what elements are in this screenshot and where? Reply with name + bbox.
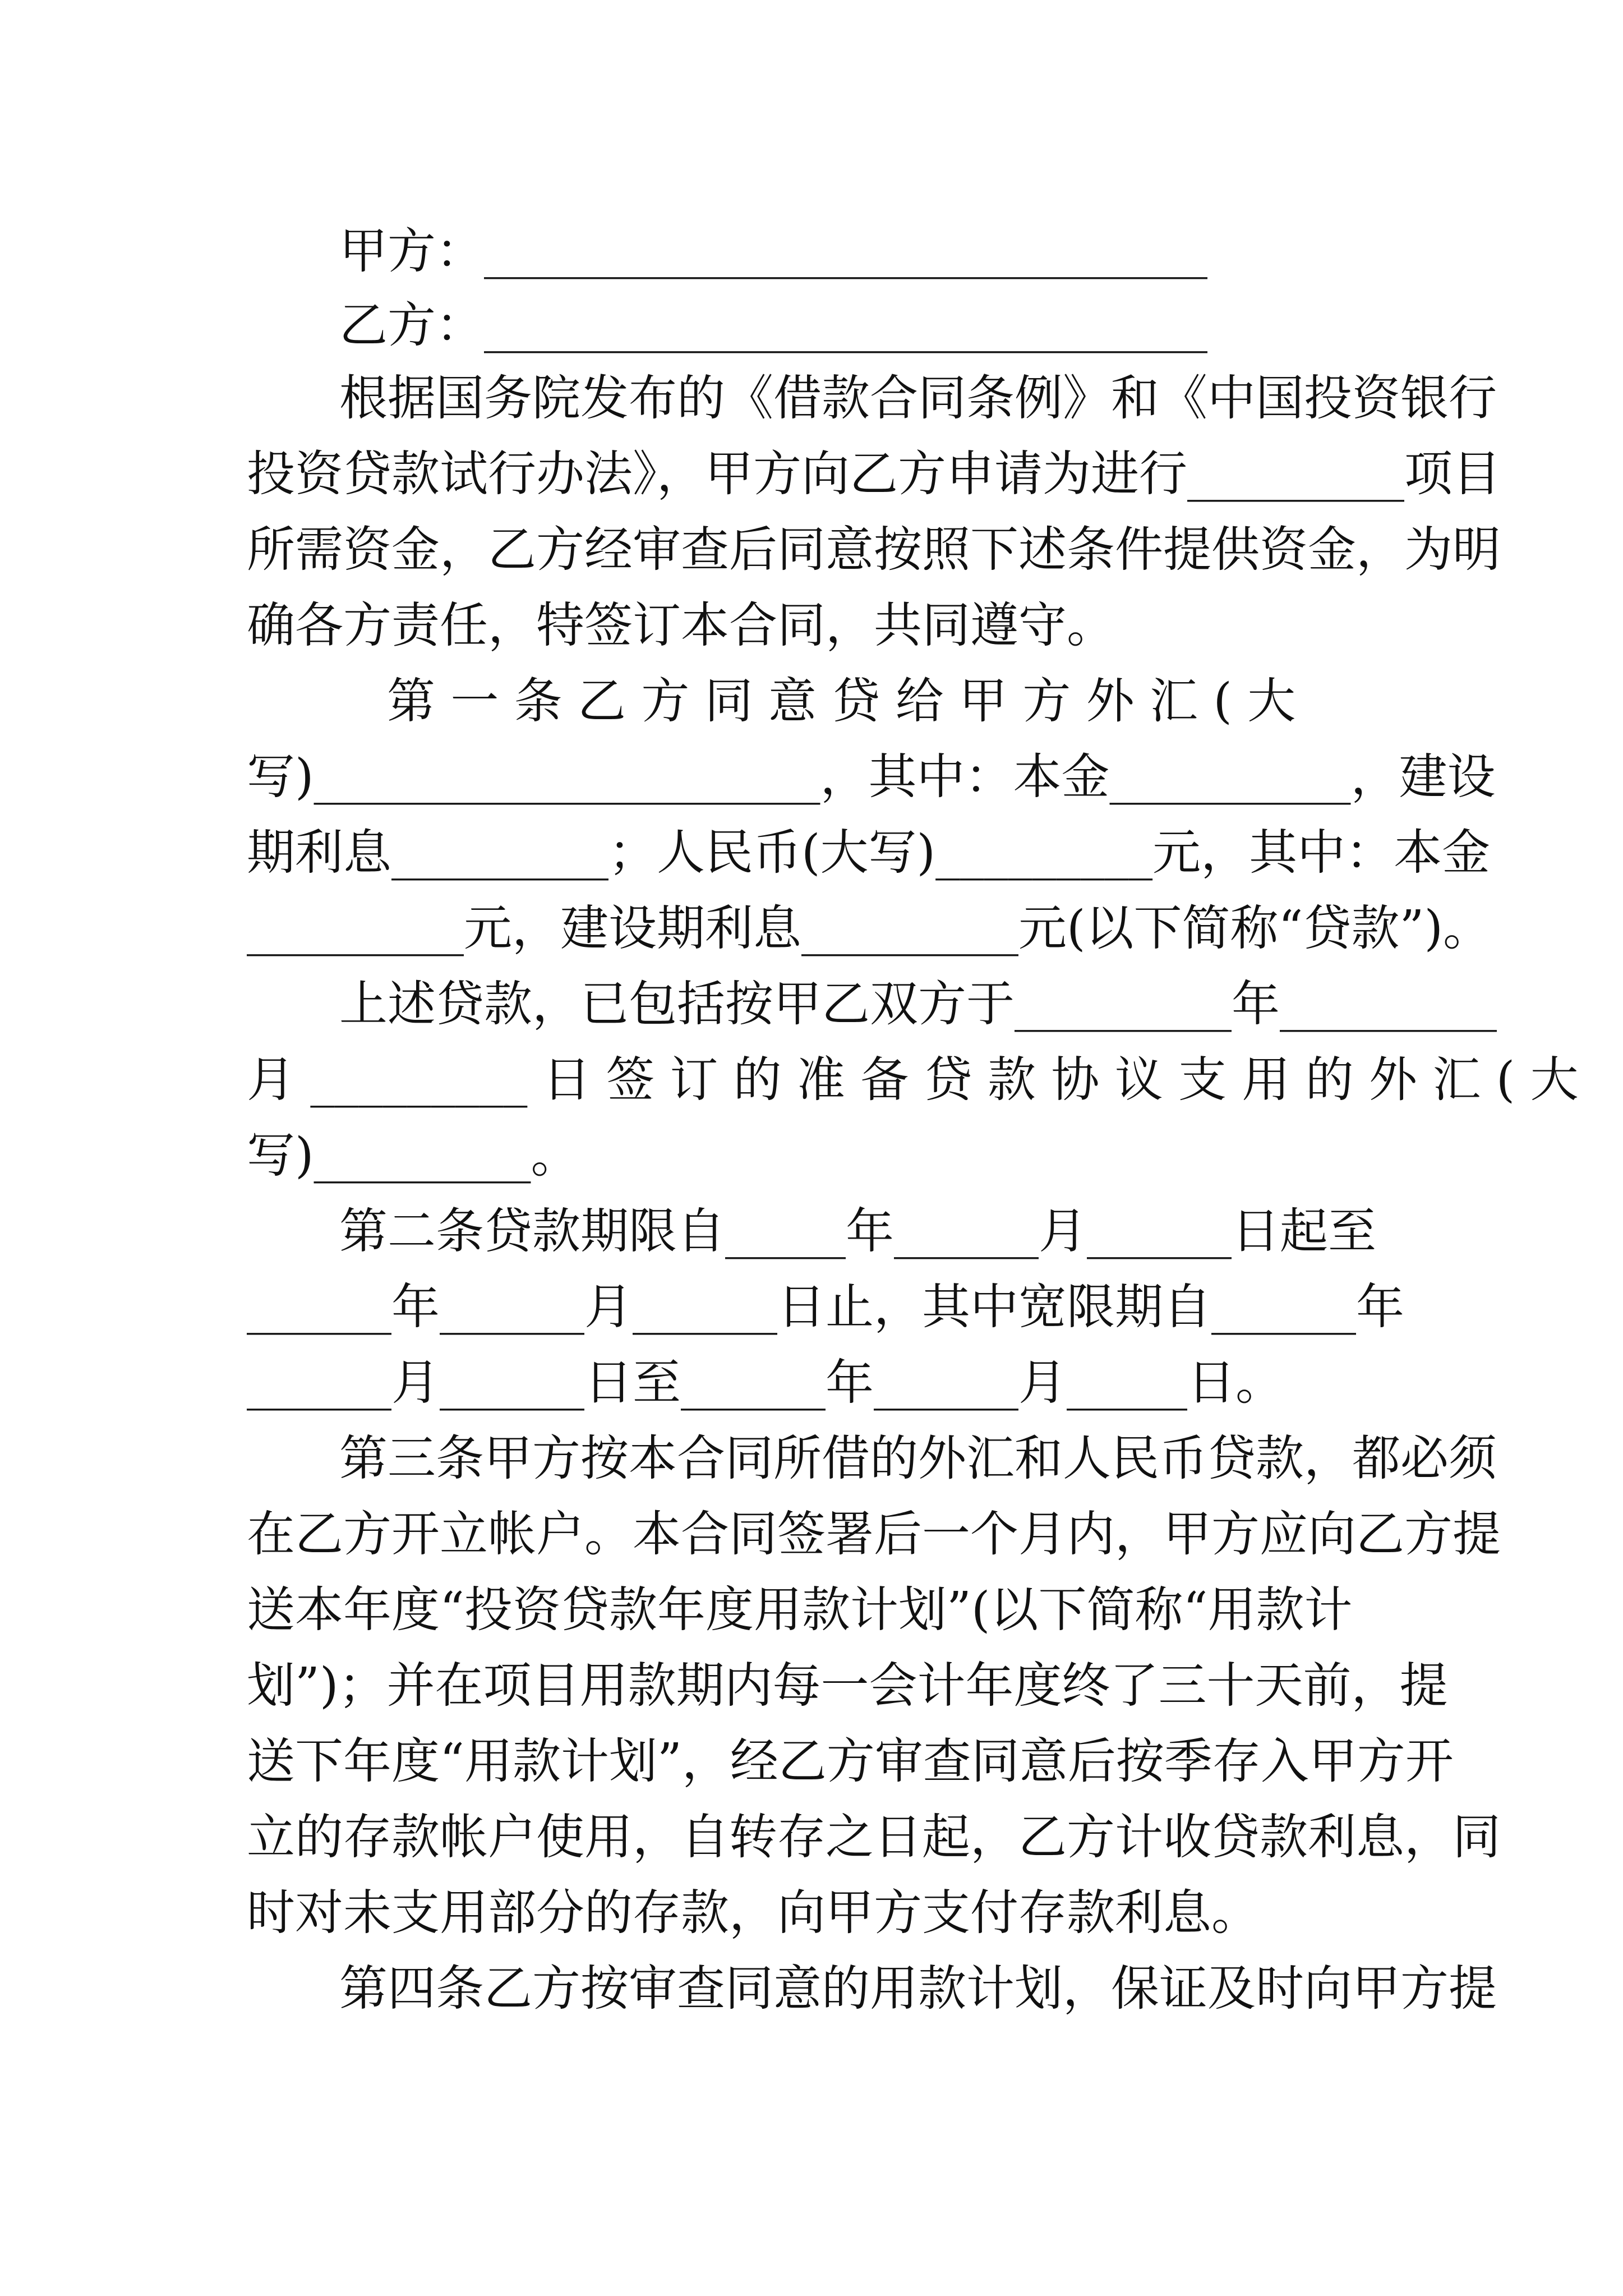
- article1-line-3: 期利息_________；人民币(大写)_________元，其中：本金: [247, 825, 1491, 881]
- article3-line-3: 送本年度“投资贷款年度用款计划”(以下简称“用款计: [247, 1582, 1353, 1638]
- party-a-line: 甲方：______________________________: [339, 223, 1207, 279]
- article1-line-4: _________元，建设期利息_________元(以下简称“贷款”)。: [247, 900, 1492, 956]
- preamble-line-2: 投资贷款试行办法》，甲方向乙方申请为进行_________项目: [247, 446, 1501, 502]
- article3-line-7: 时对未支用部分的存款，向甲方支付存款利息。: [247, 1885, 1260, 1941]
- preamble-line-3: 所需资金，乙方经审查后同意按照下述条件提供资金，为明: [247, 522, 1501, 578]
- article2-line-2: ______年______月______日止，其中宽限期自______年: [247, 1279, 1404, 1335]
- article3-line-1: 第三条甲方按本合同所借的外汇和人民币贷款，都必须: [339, 1430, 1497, 1487]
- preamble-line-1: 根据国务院发布的《借款合同条例》和《中国投资银行: [339, 370, 1497, 426]
- article1-supplement-line-3: 写)_________。: [247, 1128, 579, 1184]
- article3-line-6: 立的存款帐户使用，自转存之日起，乙方计收贷款利息，同: [247, 1809, 1501, 1865]
- article3-line-4: 划”)；并在项目用款期内每一会计年度终了三十天前，提: [247, 1658, 1448, 1714]
- article1-line-2: 写)_____________________，其中：本金__________，建设: [247, 749, 1496, 805]
- article1-supplement-line-2: 月 _________ 日 签 订 的 准 备 贷 款 协 议 支 用 的 外 汇 ( 大: [247, 1052, 1579, 1108]
- article1-supplement-line-1: 上述贷款，已包括按甲乙双方于_________年_________: [339, 976, 1497, 1032]
- article4-line-1: 第四条乙方按审查同意的用款计划，保证及时向甲方提: [339, 1961, 1497, 2017]
- party-b-line: 乙方：______________________________: [339, 297, 1207, 353]
- article3-line-5: 送下年度“用款计划”，经乙方审查同意后按季存入甲方开: [247, 1733, 1454, 1789]
- article2-line-3: ______月______日至______年______月_____日。: [247, 1355, 1284, 1411]
- article1-line-1: 第 一 条 乙 方 同 意 贷 给 甲 方 外 汇 ( 大: [387, 673, 1296, 729]
- article3-line-2: 在乙方开立帐户。本合同签署后一个月内，甲方应向乙方提: [247, 1506, 1501, 1562]
- article2-line-1: 第二条贷款期限自_____年______月______日起至: [339, 1203, 1376, 1259]
- preamble-line-4: 确各方责任，特签订本合同，共同遵守。: [247, 597, 1115, 654]
